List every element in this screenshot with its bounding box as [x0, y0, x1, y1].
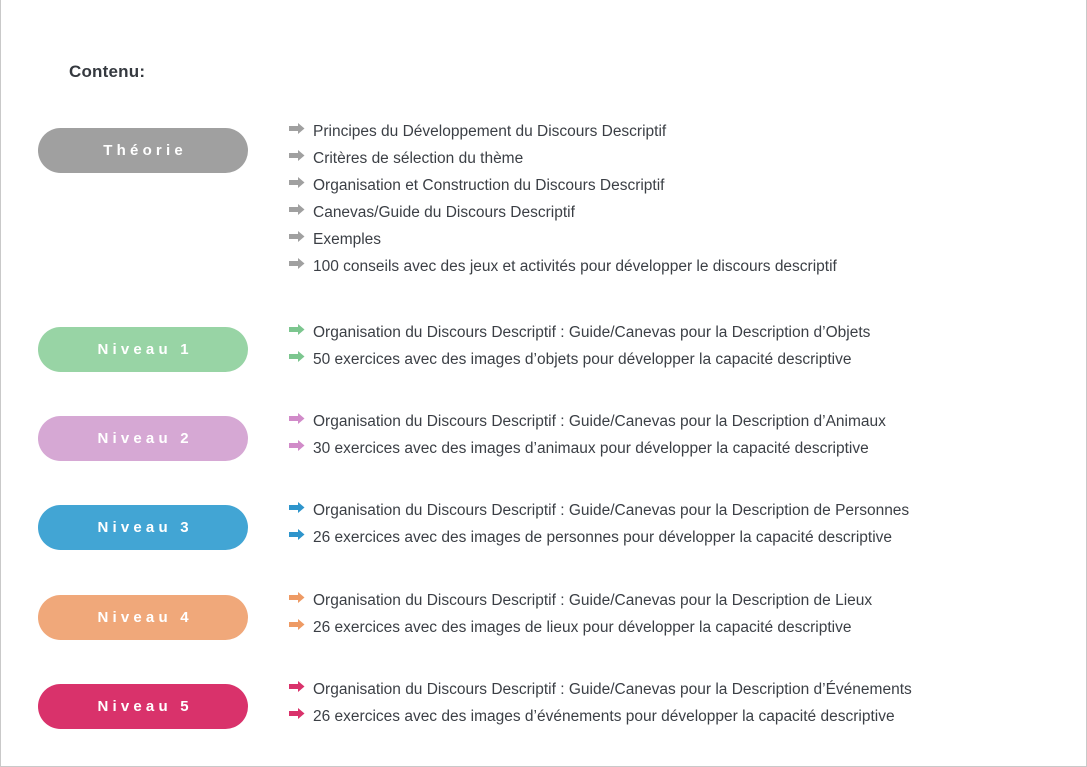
- right-arrow-icon: [289, 323, 305, 336]
- list-item-label: Organisation du Discours Descriptif : Guide/Canevas pour la Description de Personnes: [313, 502, 910, 519]
- right-arrow-icon: [289, 439, 305, 452]
- right-arrow-icon: [289, 203, 305, 216]
- pill-column: [1, 411, 248, 461]
- list-item-label: 26 exercices avec des images de personnes pour développer la capacité descriptive: [313, 529, 893, 546]
- pill-column: [1, 590, 248, 640]
- list-item-label: Organisation du Discours Descriptif : Guide/Canevas pour la Description d’Animaux: [313, 413, 886, 430]
- right-arrow-icon: [289, 257, 305, 270]
- level-badge-theorie[interactable]: Théorie: [38, 128, 248, 173]
- list-item: [289, 349, 1086, 370]
- right-arrow-icon: [289, 230, 305, 243]
- list-item-label: 100 conseils avec des jeux et activités pour développer le discours descriptif: [313, 258, 837, 275]
- level-badge-niveau-5[interactable]: Niveau 5: [38, 684, 248, 729]
- pill-column: [1, 500, 248, 550]
- item-column: [248, 411, 1086, 465]
- right-arrow-icon: [289, 680, 305, 693]
- list-item: [289, 121, 1086, 142]
- item-column: [248, 322, 1086, 376]
- level-badge-niveau-2[interactable]: Niveau 2: [38, 416, 248, 461]
- list-item-label: Critères de sélection du thème: [313, 150, 524, 167]
- page-title: Contenu:: [69, 62, 146, 81]
- list-item-label: Organisation du Discours Descriptif : Guide/Canevas pour la Description d’Objets: [313, 324, 871, 341]
- list-item: [289, 202, 1086, 223]
- list-item-label: Principes du Développement du Discours Descriptif: [313, 123, 667, 140]
- list-item: [289, 148, 1086, 169]
- page-canvas: [1, 0, 1086, 766]
- section-row-niveau-5: [1, 679, 1086, 733]
- section-row-niveau-4: [1, 590, 1086, 644]
- list-item-label: 26 exercices avec des images d’événements pour développer la capacité descriptive: [313, 708, 895, 725]
- item-column: [248, 679, 1086, 733]
- list-item-label: Organisation du Discours Descriptif : Guide/Canevas pour la Description de Lieux: [313, 592, 873, 609]
- right-arrow-icon: [289, 501, 305, 514]
- pill-column: [1, 112, 248, 173]
- list-item: [289, 322, 1086, 343]
- section-row-theorie: [1, 112, 1086, 283]
- list-item: [289, 706, 1086, 727]
- list-item-label: Exemples: [313, 231, 382, 248]
- item-column: [248, 590, 1086, 644]
- list-item: [289, 411, 1086, 432]
- list-item: [289, 500, 1086, 521]
- right-arrow-icon: [289, 412, 305, 425]
- list-item-label: 30 exercices avec des images d’animaux pour développer la capacité descriptive: [313, 440, 869, 457]
- right-arrow-icon: [289, 591, 305, 604]
- section-row-niveau-2: [1, 411, 1086, 465]
- list-item: [289, 617, 1086, 638]
- pill-column: [1, 322, 248, 372]
- list-item-label: Organisation du Discours Descriptif : Guide/Canevas pour la Description d’Événements: [313, 681, 912, 698]
- list-item: [289, 229, 1086, 250]
- list-item: [289, 679, 1086, 700]
- list-item: [289, 438, 1086, 459]
- item-column: [248, 112, 1086, 283]
- list-item-label: 26 exercices avec des images de lieux pour développer la capacité descriptive: [313, 619, 852, 636]
- right-arrow-icon: [289, 149, 305, 162]
- pill-column: [1, 679, 248, 729]
- right-arrow-icon: [289, 528, 305, 541]
- level-badge-niveau-3[interactable]: Niveau 3: [38, 505, 248, 550]
- item-column: [248, 500, 1086, 554]
- right-arrow-icon: [289, 350, 305, 363]
- list-item-label: Canevas/Guide du Discours Descriptif: [313, 204, 575, 221]
- section-list: [1, 112, 1086, 733]
- right-arrow-icon: [289, 618, 305, 631]
- list-item-label: 50 exercices avec des images d’objets pour développer la capacité descriptive: [313, 351, 852, 368]
- right-arrow-icon: [289, 176, 305, 189]
- section-row-niveau-1: [1, 322, 1086, 376]
- level-badge-niveau-4[interactable]: Niveau 4: [38, 595, 248, 640]
- right-arrow-icon: [289, 707, 305, 720]
- list-item: [289, 527, 1086, 548]
- list-item: [289, 256, 1086, 277]
- section-row-niveau-3: [1, 500, 1086, 554]
- level-badge-niveau-1[interactable]: Niveau 1: [38, 327, 248, 372]
- right-arrow-icon: [289, 122, 305, 135]
- list-item-label: Organisation et Construction du Discours Descriptif: [313, 177, 665, 194]
- list-item: [289, 175, 1086, 196]
- list-item: [289, 590, 1086, 611]
